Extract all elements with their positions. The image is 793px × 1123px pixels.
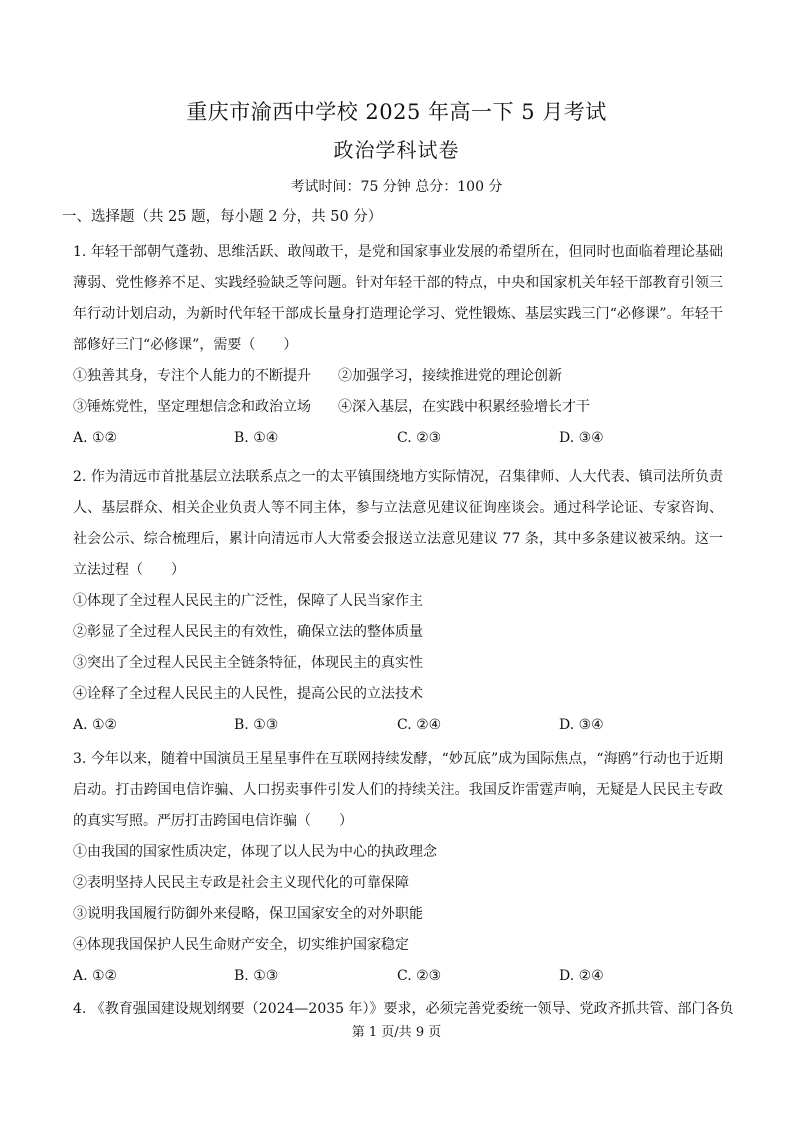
answer-row [73,423,723,454]
statement: ②加强学习，接续推进党的理论创新 [338,368,562,384]
statement: ①由我国的国家性质决定，体现了以人民为中心的执政理念 [73,844,437,860]
page-footer: 第 1 页/共 9 页 [351,1025,442,1040]
answer-option-b: B. ①③ [234,717,279,733]
exam-meta: 考试时间：75 分钟 总分：100 分 [290,179,503,195]
answer-row [73,961,723,992]
question-3 [73,744,723,992]
answer-option-c: C. ②③ [397,968,442,984]
answer-option-d: D. ③④ [559,717,604,733]
statement: ④诠释了全过程人民民主的人民性，提高公民的立法技术 [73,686,423,702]
answer-option-a: A. ①② [73,430,118,446]
question-4 [73,994,734,1025]
statement: ③说明我国履行防御外来侵略，保卫国家安全的对外职能 [73,906,423,922]
exam-subtitle: 政治学科试卷 [333,138,460,162]
statement: ②表明坚持人民民主专政是社会主义现代化的可靠保障 [73,875,409,891]
question-stem: 4. 《教育强国建设规划纲要（2024—2035 年）》要求，必须完善党委统一领导、党政齐抓共管、部门各负 [73,1001,734,1017]
statement: ④深入基层，在实践中积累经验增长才干 [338,399,590,415]
answer-option-a: A. ①② [73,717,118,733]
question-stem: 1. 年轻干部朝气蓬勃、思维活跃、敢闯敢干，是党和国家事业发展的希望所在，但同时也面临着理论基础薄弱、党性修养不足、实践经验缺乏等问题。针对年轻干部的特点，中央和国家机关年轻干部教育引领三年行动计划启动，为新时代年轻干部成长量身打造理论学习、党性锻炼、基层实践三门“必修课”。年轻干部修好三门“必修课”，需要（ ） [73,244,723,353]
question-stem: 2. 作为清远市首批基层立法联系点之一的太平镇围绕地方实际情况，召集律师、人大代表、镇司法所负责人、基层群众、相关企业负责人等不同主体，参与立法意见建议征询座谈会。通过科学论证、专家咨询、社会公示、综合梳理后，累计向清远市人大常委会报送立法意见建议 77 条，其中多条建议被采纳。这一立法过程（ ） [73,469,723,578]
section-title: 一、选择题（共 25 题，每小题 2 分，共 50 分） [62,209,383,225]
answer-option-a: A. ①② [73,968,118,984]
statement: ④体现我国保护人民生命财产安全，切实维护国家稳定 [73,937,409,953]
statement-row [73,392,723,423]
statement: ②彰显了全过程人民民主的有效性，确保立法的整体质量 [73,624,423,640]
exam-title: 重庆市渝西中学校 2025 年高一下 5 月考试 [186,100,607,124]
statement-row [73,361,723,392]
answer-option-c: C. ②④ [397,717,442,733]
answer-option-d: D. ②④ [559,968,604,984]
statement: ①体现了全过程人民民主的广泛性，保障了人民当家作主 [73,593,423,609]
answer-row [73,710,723,741]
statement: ①独善其身，专注个人能力的不断提升 [73,368,311,384]
question-1 [73,237,723,454]
question-2 [73,462,723,741]
answer-option-b: B. ①③ [234,968,279,984]
question-stem: 3. 今年以来，随着中国演员王星星事件在互联网持续发酵，“妙瓦底”成为国际焦点，“海鸥”行动也于近期启动。打击跨国电信诈骗、人口拐卖事件引发人们的持续关注。我国反诈雷霆声响，无疑是人民民主专政的真实写照。严厉打击跨国电信诈骗（ ） [73,751,723,829]
statement: ③突出了全过程人民民主全链条特征，体现民主的真实性 [73,655,423,671]
answer-option-d: D. ③④ [559,430,604,446]
answer-option-b: B. ①④ [234,430,279,446]
statement: ③锤炼党性，坚定理想信念和政治立场 [73,399,311,415]
answer-option-c: C. ②③ [397,430,442,446]
